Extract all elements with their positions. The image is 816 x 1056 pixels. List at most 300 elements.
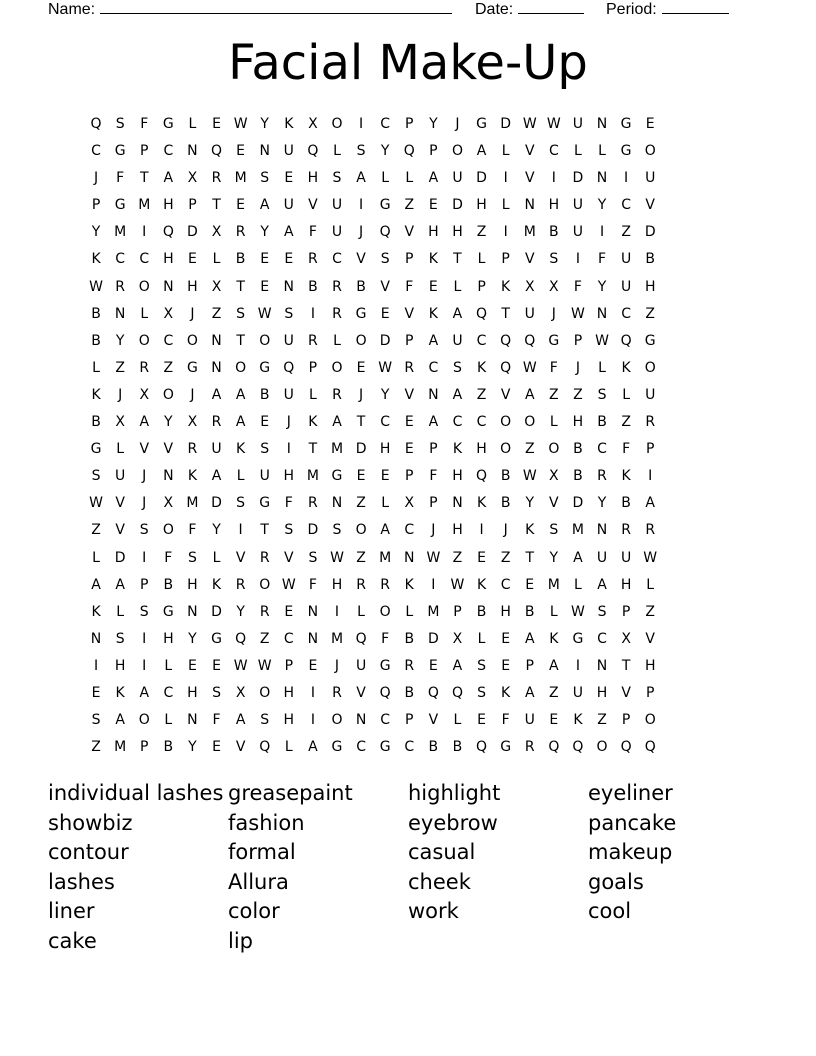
grid-letter[interactable]: C <box>404 739 415 756</box>
grid-letter[interactable]: Q <box>548 739 560 756</box>
grid-letter[interactable]: X <box>404 495 415 512</box>
grid-letter[interactable]: K <box>501 278 511 295</box>
grid-letter[interactable]: J <box>190 386 195 403</box>
grid-letter[interactable]: A <box>597 576 607 593</box>
grid-letter[interactable]: I <box>142 630 147 647</box>
grid-letter[interactable]: F <box>381 630 390 647</box>
grid-letter[interactable]: E <box>284 603 294 620</box>
grid-letter[interactable]: I <box>359 116 364 132</box>
grid-letter[interactable]: L <box>501 143 510 160</box>
grid-letter[interactable]: I <box>286 441 291 458</box>
grid-letter[interactable]: G <box>548 332 560 349</box>
grid-letter[interactable]: J <box>142 495 147 512</box>
grid-letter[interactable]: H <box>548 197 560 214</box>
grid-letter[interactable]: F <box>116 170 125 187</box>
grid-letter[interactable]: W <box>522 359 537 376</box>
grid-letter[interactable]: Y <box>549 549 559 566</box>
grid-letter[interactable]: L <box>381 170 390 187</box>
grid-letter[interactable]: P <box>140 576 149 593</box>
grid-letter[interactable]: M <box>306 468 319 485</box>
grid-letter[interactable]: R <box>332 386 342 403</box>
grid-letter[interactable]: N <box>428 386 439 403</box>
grid-letter[interactable]: D <box>500 116 512 132</box>
grid-letter[interactable]: U <box>572 684 584 701</box>
grid-letter[interactable]: X <box>187 414 198 431</box>
grid-letter[interactable]: P <box>429 143 438 160</box>
grid-letter[interactable]: L <box>477 251 486 268</box>
grid-letter[interactable]: F <box>573 278 582 295</box>
period-field[interactable] <box>606 0 729 19</box>
grid-letter[interactable]: L <box>333 143 341 160</box>
grid-letter[interactable]: C <box>283 630 294 647</box>
grid-letter[interactable]: D <box>211 603 222 620</box>
grid-letter[interactable]: N <box>524 197 535 214</box>
grid-letter[interactable]: E <box>428 197 438 214</box>
grid-letter[interactable]: S <box>139 603 149 620</box>
grid-letter[interactable]: X <box>549 278 559 295</box>
grid-letter[interactable]: M <box>427 603 440 620</box>
grid-letter[interactable]: G <box>620 116 632 132</box>
grid-letter[interactable]: D <box>355 441 367 458</box>
grid-letter[interactable]: Y <box>429 116 438 132</box>
grid-letter[interactable]: E <box>428 657 438 674</box>
grid-letter[interactable]: Z <box>259 630 270 647</box>
grid-letter[interactable]: N <box>187 712 198 729</box>
grid-letter[interactable]: U <box>355 657 367 674</box>
grid-letter[interactable]: E <box>380 468 390 485</box>
grid-letter[interactable]: U <box>645 386 656 403</box>
grid-letter[interactable]: H <box>620 576 632 593</box>
grid-letter[interactable]: N <box>259 143 270 160</box>
grid-letter[interactable]: K <box>236 441 246 458</box>
grid-letter[interactable]: L <box>549 414 558 431</box>
grid-letter[interactable]: R <box>139 359 150 376</box>
grid-letter[interactable]: R <box>597 468 607 485</box>
grid-letter[interactable]: L <box>574 576 582 593</box>
grid-letter[interactable]: C <box>380 414 391 431</box>
grid-letter[interactable]: K <box>621 359 631 376</box>
grid-letter[interactable]: P <box>405 712 414 729</box>
grid-letter[interactable]: Q <box>620 332 632 349</box>
grid-letter[interactable]: X <box>187 170 198 187</box>
grid-letter[interactable]: G <box>644 332 656 349</box>
grid-letter[interactable]: H <box>163 251 174 268</box>
grid-letter[interactable]: K <box>476 359 487 376</box>
grid-letter[interactable]: O <box>259 332 271 349</box>
grid-letter[interactable]: I <box>359 197 364 214</box>
grid-letter[interactable]: E <box>187 251 197 268</box>
grid-letter[interactable]: P <box>284 657 294 674</box>
grid-letter[interactable]: C <box>139 251 150 268</box>
grid-letter[interactable]: F <box>188 522 197 539</box>
grid-letter[interactable]: O <box>548 441 560 458</box>
grid-letter[interactable]: X <box>308 116 318 132</box>
grid-letter[interactable]: I <box>503 224 508 241</box>
grid-letter[interactable]: V <box>356 251 366 268</box>
grid-letter[interactable]: Q <box>524 332 536 349</box>
grid-letter[interactable]: W <box>643 549 658 566</box>
grid-letter[interactable]: I <box>93 657 99 674</box>
grid-letter[interactable]: L <box>140 305 149 322</box>
grid-letter[interactable]: N <box>331 495 343 512</box>
grid-letter[interactable]: S <box>91 468 101 485</box>
grid-letter[interactable]: Q <box>500 332 512 349</box>
grid-letter[interactable]: E <box>356 468 366 485</box>
grid-letter[interactable]: H <box>187 278 198 295</box>
grid-letter[interactable]: L <box>453 712 462 729</box>
grid-letter[interactable]: V <box>524 251 535 268</box>
grid-letter[interactable]: G <box>620 143 632 160</box>
grid-letter[interactable]: S <box>284 522 294 539</box>
grid-letter[interactable]: U <box>620 278 632 295</box>
grid-letter[interactable]: V <box>524 170 535 187</box>
grid-letter[interactable]: U <box>283 197 294 214</box>
grid-letter[interactable]: U <box>620 251 632 268</box>
grid-letter[interactable]: E <box>404 414 414 431</box>
grid-letter[interactable]: V <box>404 305 415 322</box>
grid-letter[interactable]: H <box>163 197 174 214</box>
grid-letter[interactable]: U <box>283 332 294 349</box>
grid-letter[interactable]: I <box>551 170 556 187</box>
grid-letter[interactable]: Q <box>620 739 632 756</box>
grid-letter[interactable]: I <box>142 549 147 566</box>
grid-letter[interactable]: E <box>236 143 246 160</box>
grid-letter[interactable]: H <box>187 576 198 593</box>
grid-letter[interactable]: J <box>359 224 364 241</box>
grid-letter[interactable]: W <box>330 549 344 566</box>
grid-letter[interactable]: A <box>115 576 125 593</box>
grid-letter[interactable]: F <box>622 441 631 458</box>
grid-letter[interactable]: N <box>596 116 608 132</box>
grid-letter[interactable]: D <box>452 197 463 214</box>
grid-letter[interactable]: U <box>596 549 608 566</box>
grid-letter[interactable]: Z <box>549 684 559 701</box>
grid-letter[interactable]: S <box>332 170 342 187</box>
grid-letter[interactable]: Z <box>549 386 559 403</box>
grid-letter[interactable]: A <box>549 657 559 674</box>
grid-letter[interactable]: V <box>115 495 125 512</box>
grid-letter[interactable]: S <box>308 549 318 566</box>
grid-letter[interactable]: D <box>307 522 319 539</box>
grid-letter[interactable]: B <box>476 603 487 620</box>
date-blank-line[interactable] <box>518 0 584 14</box>
grid-letter[interactable]: B <box>452 739 463 756</box>
grid-letter[interactable]: C <box>597 441 607 458</box>
grid-letter[interactable]: Q <box>476 468 488 485</box>
grid-letter[interactable]: Q <box>572 739 584 756</box>
grid-letter[interactable]: I <box>503 170 508 187</box>
grid-letter[interactable]: X <box>163 305 174 322</box>
grid-letter[interactable]: M <box>234 170 247 187</box>
grid-letter[interactable]: L <box>574 143 582 160</box>
grid-letter[interactable]: A <box>139 414 150 431</box>
grid-letter[interactable]: L <box>598 143 606 160</box>
grid-letter[interactable]: Z <box>500 549 511 566</box>
grid-letter[interactable]: O <box>331 359 343 376</box>
grid-letter[interactable]: W <box>233 657 248 674</box>
grid-letter[interactable]: L <box>549 603 558 620</box>
grid-letter[interactable]: G <box>476 116 487 132</box>
grid-letter[interactable]: L <box>116 441 125 458</box>
grid-letter[interactable]: C <box>356 739 366 756</box>
grid-letter[interactable]: A <box>452 386 463 403</box>
period-blank-line[interactable] <box>662 0 729 14</box>
grid-letter[interactable]: U <box>572 197 584 214</box>
grid-letter[interactable]: L <box>92 359 100 376</box>
grid-letter[interactable]: M <box>379 549 392 566</box>
grid-letter[interactable]: Z <box>621 224 631 241</box>
grid-letter[interactable]: V <box>380 278 390 295</box>
grid-letter[interactable]: T <box>260 522 269 539</box>
grid-letter[interactable]: A <box>452 305 463 322</box>
grid-letter[interactable]: S <box>139 522 149 539</box>
grid-letter[interactable]: N <box>596 657 608 674</box>
grid-letter[interactable]: M <box>571 522 584 539</box>
grid-letter[interactable]: W <box>89 278 103 295</box>
grid-letter[interactable]: C <box>163 143 174 160</box>
grid-letter[interactable]: P <box>140 143 149 160</box>
grid-letter[interactable]: Q <box>235 630 247 647</box>
grid-letter[interactable]: I <box>624 170 629 187</box>
grid-letter[interactable]: S <box>260 712 270 729</box>
grid-letter[interactable]: B <box>524 603 535 620</box>
grid-letter[interactable]: U <box>645 170 656 187</box>
grid-letter[interactable]: W <box>522 116 537 132</box>
grid-letter[interactable]: C <box>380 116 391 132</box>
grid-letter[interactable]: A <box>524 386 535 403</box>
grid-letter[interactable]: U <box>452 332 463 349</box>
grid-letter[interactable]: F <box>501 712 510 729</box>
grid-letter[interactable]: C <box>428 359 439 376</box>
grid-letter[interactable]: A <box>476 143 487 160</box>
grid-letter[interactable]: F <box>549 359 558 376</box>
grid-letter[interactable]: V <box>404 224 415 241</box>
grid-letter[interactable]: N <box>163 278 174 295</box>
grid-letter[interactable]: P <box>405 468 414 485</box>
grid-letter[interactable]: O <box>186 332 198 349</box>
grid-letter[interactable]: A <box>211 468 222 485</box>
grid-letter[interactable]: G <box>355 305 367 322</box>
grid-letter[interactable]: R <box>259 603 270 620</box>
grid-letter[interactable]: J <box>359 386 364 403</box>
grid-letter[interactable]: E <box>236 197 246 214</box>
grid-letter[interactable]: N <box>187 603 198 620</box>
grid-letter[interactable]: G <box>572 630 584 647</box>
grid-letter[interactable]: M <box>114 224 127 241</box>
grid-letter[interactable]: A <box>332 414 342 431</box>
grid-letter[interactable]: B <box>573 468 583 485</box>
grid-letter[interactable]: R <box>356 576 366 593</box>
grid-letter[interactable]: V <box>645 630 655 647</box>
grid-letter[interactable]: V <box>356 684 366 701</box>
grid-letter[interactable]: S <box>115 630 125 647</box>
grid-letter[interactable]: Y <box>260 224 269 241</box>
grid-letter[interactable]: J <box>286 414 291 431</box>
grid-letter[interactable]: O <box>138 278 150 295</box>
grid-letter[interactable]: L <box>357 603 365 620</box>
grid-letter[interactable]: Q <box>476 739 488 756</box>
grid-letter[interactable]: A <box>428 332 439 349</box>
grid-letter[interactable]: S <box>284 305 294 322</box>
grid-letter[interactable]: O <box>355 522 367 539</box>
grid-letter[interactable]: E <box>260 251 270 268</box>
grid-letter[interactable]: C <box>332 251 342 268</box>
grid-letter[interactable]: R <box>645 522 656 539</box>
grid-letter[interactable]: O <box>259 576 271 593</box>
grid-letter[interactable]: X <box>139 386 150 403</box>
grid-letter[interactable]: R <box>332 305 342 322</box>
grid-letter[interactable]: B <box>235 251 246 268</box>
grid-letter[interactable]: L <box>308 386 317 403</box>
grid-letter[interactable]: E <box>404 441 414 458</box>
grid-letter[interactable]: L <box>477 630 486 647</box>
grid-letter[interactable]: W <box>426 549 441 566</box>
grid-letter[interactable]: W <box>378 359 393 376</box>
grid-letter[interactable]: Z <box>597 712 607 729</box>
grid-letter[interactable]: L <box>188 116 197 132</box>
grid-letter[interactable]: O <box>259 684 271 701</box>
grid-letter[interactable]: S <box>212 684 221 701</box>
grid-letter[interactable]: N <box>596 305 608 322</box>
grid-letter[interactable]: H <box>331 576 343 593</box>
grid-letter[interactable]: A <box>380 522 390 539</box>
grid-letter[interactable]: K <box>115 684 125 701</box>
grid-letter[interactable]: R <box>332 684 342 701</box>
grid-letter[interactable]: X <box>524 278 535 295</box>
grid-letter[interactable]: Z <box>91 522 101 539</box>
grid-letter[interactable]: H <box>307 170 319 187</box>
grid-letter[interactable]: D <box>644 224 656 241</box>
grid-letter[interactable]: A <box>139 684 150 701</box>
grid-letter[interactable]: E <box>356 359 366 376</box>
grid-letter[interactable]: W <box>546 116 561 132</box>
grid-letter[interactable]: O <box>524 414 536 431</box>
grid-letter[interactable]: R <box>524 739 535 756</box>
grid-letter[interactable]: L <box>284 739 293 756</box>
grid-letter[interactable]: Z <box>476 386 487 403</box>
grid-letter[interactable]: E <box>380 305 390 322</box>
grid-letter[interactable]: U <box>572 224 584 241</box>
grid-letter[interactable]: H <box>283 468 295 485</box>
grid-letter[interactable]: H <box>283 684 295 701</box>
grid-letter[interactable]: O <box>451 143 463 160</box>
grid-letter[interactable]: U <box>524 712 535 729</box>
grid-letter[interactable]: Q <box>476 305 488 322</box>
grid-letter[interactable]: N <box>187 143 198 160</box>
grid-letter[interactable]: K <box>404 576 414 593</box>
grid-letter[interactable]: E <box>212 657 221 674</box>
grid-letter[interactable]: Y <box>212 522 221 539</box>
grid-letter[interactable]: I <box>238 522 243 539</box>
grid-letter[interactable]: K <box>91 386 101 403</box>
grid-letter[interactable]: J <box>431 522 436 539</box>
grid-letter[interactable]: A <box>235 712 246 729</box>
grid-letter[interactable]: S <box>380 251 390 268</box>
grid-letter[interactable]: B <box>428 739 439 756</box>
grid-letter[interactable]: O <box>644 143 656 160</box>
grid-letter[interactable]: K <box>91 603 101 620</box>
grid-letter[interactable]: R <box>332 278 342 295</box>
grid-letter[interactable]: B <box>356 278 366 295</box>
grid-letter[interactable]: L <box>501 197 510 214</box>
grid-letter[interactable]: E <box>187 657 197 674</box>
grid-letter[interactable]: B <box>163 576 174 593</box>
grid-letter[interactable]: Y <box>380 386 390 403</box>
grid-letter[interactable]: P <box>621 712 631 729</box>
grid-letter[interactable]: L <box>116 603 125 620</box>
grid-letter[interactable]: T <box>139 170 149 187</box>
grid-letter[interactable]: V <box>428 712 439 729</box>
grid-letter[interactable]: O <box>138 332 150 349</box>
grid-letter[interactable]: M <box>138 197 151 214</box>
grid-letter[interactable]: H <box>428 224 439 241</box>
grid-letter[interactable]: U <box>283 143 294 160</box>
grid-letter[interactable]: N <box>307 603 319 620</box>
grid-letter[interactable]: L <box>236 468 245 485</box>
grid-letter[interactable]: X <box>452 630 463 647</box>
grid-letter[interactable]: H <box>644 278 656 295</box>
grid-letter[interactable]: R <box>211 170 222 187</box>
grid-letter[interactable]: S <box>477 684 486 701</box>
grid-letter[interactable]: L <box>622 386 631 403</box>
grid-letter[interactable]: Y <box>236 603 245 620</box>
grid-letter[interactable]: V <box>235 739 246 756</box>
grid-letter[interactable]: I <box>431 576 436 593</box>
grid-letter[interactable]: H <box>644 657 656 674</box>
grid-letter[interactable]: V <box>621 684 631 701</box>
grid-letter[interactable]: K <box>91 251 101 268</box>
grid-letter[interactable]: O <box>331 712 343 729</box>
grid-letter[interactable]: W <box>595 332 609 349</box>
grid-letter[interactable]: I <box>575 251 580 268</box>
grid-letter[interactable]: O <box>235 359 247 376</box>
grid-letter[interactable]: R <box>259 549 270 566</box>
grid-letter[interactable]: K <box>549 630 559 647</box>
grid-letter[interactable]: U <box>259 468 270 485</box>
grid-letter[interactable]: J <box>575 359 580 376</box>
grid-letter[interactable]: Z <box>404 197 415 214</box>
grid-letter[interactable]: E <box>91 684 101 701</box>
grid-letter[interactable]: I <box>142 224 147 241</box>
grid-letter[interactable]: G <box>211 630 222 647</box>
grid-letter[interactable]: S <box>236 305 246 322</box>
grid-letter[interactable]: H <box>379 441 391 458</box>
grid-letter[interactable]: O <box>162 386 174 403</box>
grid-letter[interactable]: G <box>162 116 174 132</box>
grid-letter[interactable]: H <box>187 684 198 701</box>
grid-letter[interactable]: K <box>452 441 463 458</box>
grid-letter[interactable]: H <box>500 603 511 620</box>
grid-letter[interactable]: H <box>452 224 463 241</box>
grid-letter[interactable]: O <box>596 739 608 756</box>
grid-letter[interactable]: S <box>332 522 342 539</box>
grid-letter[interactable]: K <box>428 251 438 268</box>
grid-letter[interactable]: Z <box>163 359 174 376</box>
grid-letter[interactable]: E <box>260 278 270 295</box>
grid-letter[interactable]: B <box>91 332 101 349</box>
grid-letter[interactable]: O <box>500 414 512 431</box>
grid-letter[interactable]: B <box>500 495 511 512</box>
grid-letter[interactable]: G <box>379 197 391 214</box>
grid-letter[interactable]: T <box>501 305 510 322</box>
grid-letter[interactable]: P <box>188 197 197 214</box>
grid-letter[interactable]: Z <box>573 386 583 403</box>
grid-letter[interactable]: K <box>187 468 198 485</box>
grid-letter[interactable]: V <box>404 386 415 403</box>
grid-letter[interactable]: B <box>573 441 583 458</box>
grid-letter[interactable]: N <box>211 359 222 376</box>
grid-letter[interactable]: E <box>284 170 294 187</box>
